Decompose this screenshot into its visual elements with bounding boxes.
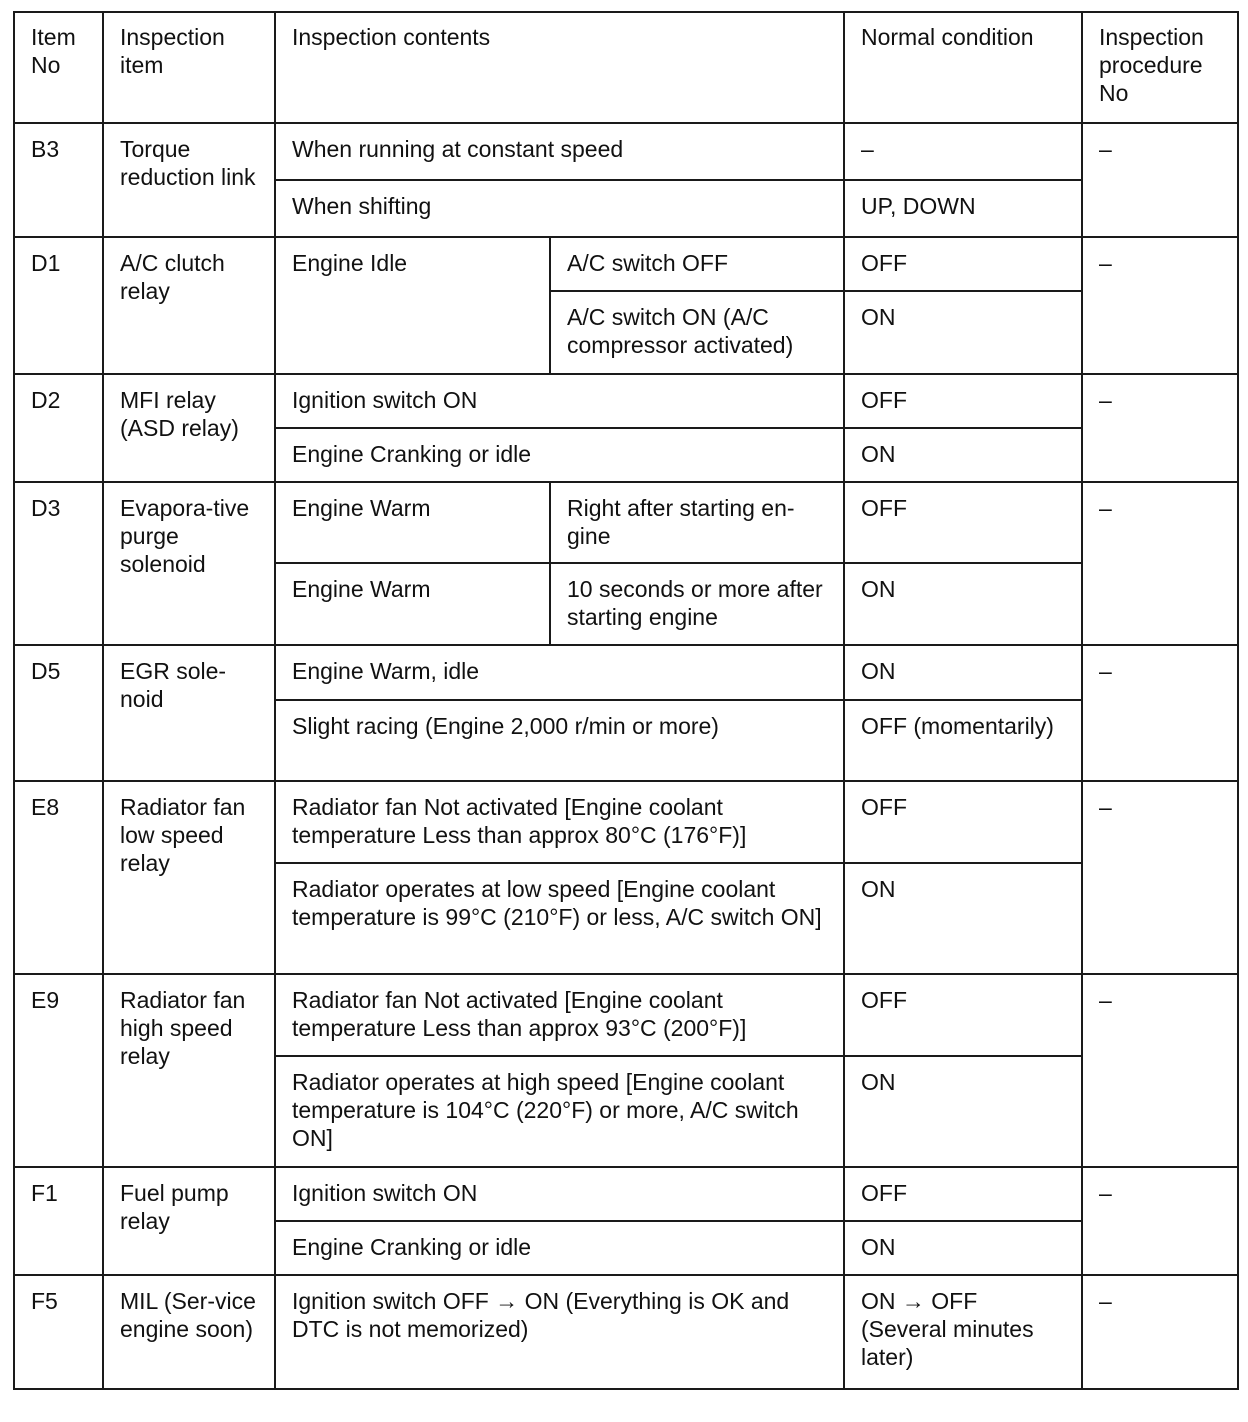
normal-condition-cell: ON [844, 291, 1082, 374]
normal-condition-cell: OFF [844, 237, 1082, 291]
item-no-cell: E8 [14, 781, 103, 974]
table-row [14, 1275, 1238, 1389]
normal-condition-cell: – [844, 123, 1082, 180]
procedure-no-cell: – [1082, 1167, 1238, 1275]
item-no-cell: D2 [14, 374, 103, 482]
contents-cell: Engine Cranking or idle [275, 1221, 844, 1275]
normal-condition-cell: ON [844, 1056, 1082, 1167]
header-normal-condition: Normal condition [844, 12, 1082, 123]
contents-cell: Engine Cranking or idle [275, 428, 844, 482]
normal-condition-cell: OFF (momentarily) [844, 700, 1082, 781]
item-no-cell: D3 [14, 482, 103, 645]
condition-cell: Engine Idle [275, 237, 550, 374]
normal-condition-cell: OFF [844, 781, 1082, 863]
contents-cell: Slight racing (Engine 2,000 r/min or more) [275, 700, 844, 781]
table-row [14, 123, 1238, 180]
header-procedure-no: Inspection procedure No [1082, 12, 1238, 123]
procedure-no-cell: – [1082, 781, 1238, 974]
inspection-item-cell: Radiator fan high speed relay [103, 974, 275, 1167]
normal-condition-cell: ON [844, 863, 1082, 974]
table-row [14, 374, 1238, 428]
procedure-no-cell: – [1082, 974, 1238, 1167]
inspection-item-cell: Evapora-tive purge solenoid [103, 482, 275, 645]
table-row [14, 781, 1238, 863]
contents-cell: Radiator fan Not activated [Engine coolant temperature Less than approx 93°C (200°F)] [275, 974, 844, 1056]
item-no-cell: D5 [14, 645, 103, 781]
inspection-item-cell: Radiator fan low speed relay [103, 781, 275, 974]
inspection-item-cell: EGR sole-noid [103, 645, 275, 781]
procedure-no-cell: – [1082, 123, 1238, 237]
contents-cell: A/C switch OFF [550, 237, 844, 291]
contents-cell: Radiator operates at low speed [Engine coolant temperature is 99°C (210°F) or less, A/C switch ON] [275, 863, 844, 974]
contents-cell: Right after starting en-gine [550, 482, 844, 563]
normal-condition-cell: OFF [844, 1167, 1082, 1221]
item-no-cell: F5 [14, 1275, 103, 1389]
normal-condition-cell: ON [844, 563, 1082, 645]
contents-cell: Radiator fan Not activated [Engine coolant temperature Less than approx 80°C (176°F)] [275, 781, 844, 863]
normal-condition-cell: ON [844, 645, 1082, 700]
procedure-no-cell: – [1082, 1275, 1238, 1389]
item-no-cell: E9 [14, 974, 103, 1167]
inspection-item-cell: MFI relay (ASD relay) [103, 374, 275, 482]
contents-cell: A/C switch ON (A/C compressor activated) [550, 291, 844, 374]
header-item-no: Item No [14, 12, 103, 123]
table-row [14, 237, 1238, 291]
normal-condition-cell: ON [844, 428, 1082, 482]
header-inspection-contents: Inspection contents [275, 12, 844, 123]
header-row [14, 12, 1238, 123]
normal-condition-cell: OFF [844, 482, 1082, 563]
normal-condition-cell: ON [844, 1221, 1082, 1275]
procedure-no-cell: – [1082, 237, 1238, 374]
contents-cell: Radiator operates at high speed [Engine coolant temperature is 104°C (220°F) or more, A/C switch ON] [275, 1056, 844, 1167]
item-no-cell: F1 [14, 1167, 103, 1275]
normal-condition-cell: OFF [844, 374, 1082, 428]
inspection-item-cell: Fuel pump relay [103, 1167, 275, 1275]
contents-cell: Ignition switch OFF → ON (Everything is OK and DTC is not memorized) [275, 1275, 844, 1389]
contents-cell: When shifting [275, 180, 844, 237]
item-no-cell: D1 [14, 237, 103, 374]
table-row [14, 482, 1238, 563]
procedure-no-cell: – [1082, 374, 1238, 482]
table-row [14, 1167, 1238, 1221]
normal-condition-cell: ON → OFF (Several minutes later) [844, 1275, 1082, 1389]
table-row [14, 645, 1238, 700]
condition-cell: Engine Warm [275, 482, 550, 563]
inspection-item-cell: A/C clutch relay [103, 237, 275, 374]
item-no-cell: B3 [14, 123, 103, 237]
inspection-item-cell: Torque reduction link [103, 123, 275, 237]
condition-cell: Engine Warm [275, 563, 550, 645]
normal-condition-cell: UP, DOWN [844, 180, 1082, 237]
contents-cell: 10 seconds or more after starting engine [550, 563, 844, 645]
inspection-table [13, 11, 1239, 1390]
procedure-no-cell: – [1082, 645, 1238, 781]
contents-cell: Ignition switch ON [275, 1167, 844, 1221]
inspection-item-cell: MIL (Ser-vice engine soon) [103, 1275, 275, 1389]
contents-cell: Engine Warm, idle [275, 645, 844, 700]
normal-condition-cell: OFF [844, 974, 1082, 1056]
header-inspection-item: Inspection item [103, 12, 275, 123]
contents-cell: When running at constant speed [275, 123, 844, 180]
contents-cell: Ignition switch ON [275, 374, 844, 428]
procedure-no-cell: – [1082, 482, 1238, 645]
table-row [14, 974, 1238, 1056]
